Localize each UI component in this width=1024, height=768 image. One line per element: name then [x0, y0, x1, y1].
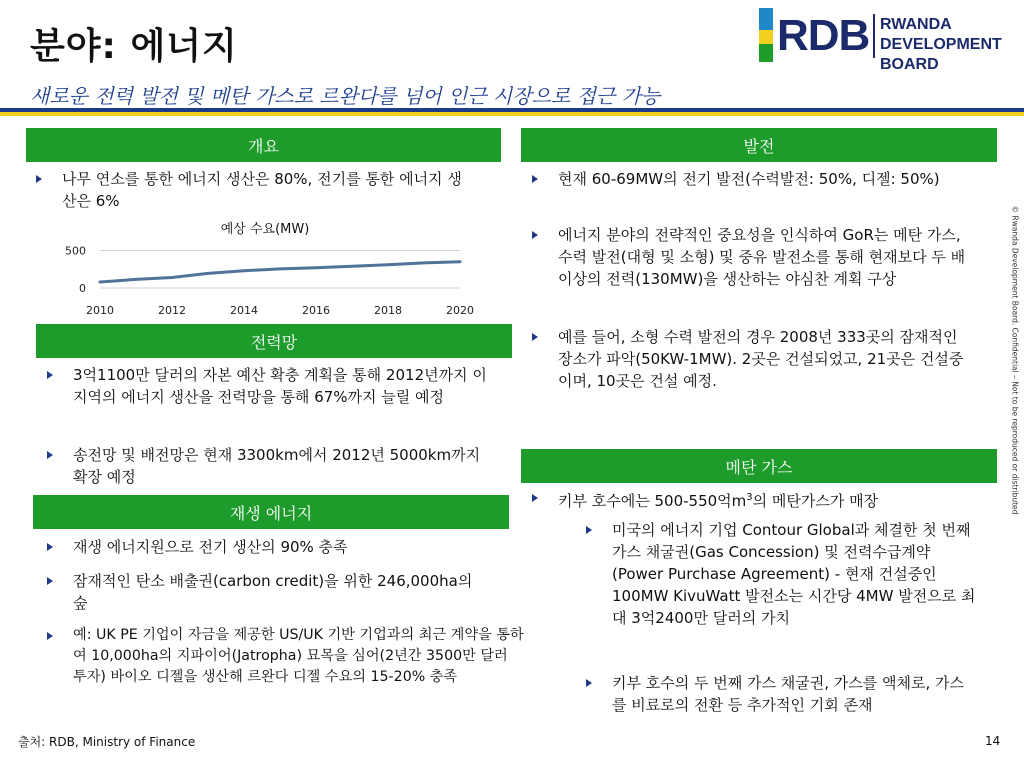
x-tick-label: 2012 [158, 304, 186, 317]
methane-superscript: 3 [746, 492, 753, 503]
confidential-note: © Rwanda Development Board. Confidential – Not to be reproduced or distributed [1010, 205, 1020, 515]
bullet-arrow-icon [47, 632, 53, 640]
renewable-bullet-2: 잠재적인 탄소 배출권(carbon credit)을 위한 246,000ha의 숲 [47, 570, 487, 614]
bullet-arrow-icon [47, 371, 53, 379]
methane-subbullet-2: 키부 호수의 두 번째 가스 채굴권, 가스를 액체로, 가스를 비료로의 전환 등 추가적인 기회 존재 [586, 672, 976, 716]
bullet-arrow-icon [36, 175, 42, 183]
grid-header: 전력망 [36, 324, 512, 358]
methane-header: 메탄 가스 [521, 449, 997, 483]
grid-bullet-1: 3억1100만 달러의 자본 예산 확충 계획을 통해 2012년까지 이 지역의 에너지 생산을 전력망을 통해 67%까지 늘릴 예정 [47, 364, 492, 408]
demand-line-chart [60, 238, 474, 320]
x-tick-label: 2016 [302, 304, 330, 317]
logo-name-line2: DEVELOPMENT BOARD [880, 36, 1002, 73]
series-line [100, 262, 460, 282]
grid-bullet-2: 송전망 및 배전망은 현재 3300km에서 2012년 5000km까지 확장 예정 [47, 444, 492, 488]
y-tick-label: 0 [79, 282, 86, 295]
source-note: 출처: RDB, Ministry of Finance [18, 735, 196, 749]
methane-text-a: 키부 호수에는 500-550억m [558, 492, 747, 510]
overview-bullet-1: 나무 연소를 통한 에너지 생산은 80%, 전기를 통한 에너지 생산은 6% [36, 168, 476, 212]
y-tick-label: 500 [65, 244, 86, 258]
methane-bullet-1 [532, 487, 992, 512]
methane-text-b: 의 메탄가스가 매장 [752, 492, 879, 510]
logo-name [880, 15, 1009, 75]
logo-name-line1: RWANDA [880, 16, 952, 33]
generation-bullet-2: 에너지 분야의 전략적인 중요성을 인식하여 GoR는 메탄 가스, 수력 발전(대형 및 소형) 및 중유 발전소를 통해 현재보다 두 배 이상의 전력(130MW)을 생산하는 야심찬 계획 구상 [532, 224, 972, 290]
methane-subbullet-1: 미국의 에너지 기업 Contour Global과 체결한 첫 번째 가스 채굴권(Gas Concession) 및 전력수급계약(Power Purchase Agreement) - 현재 건설중인 100MW KivuWatt 발전소는 시간당 4MW 발전으로 최대 3억2400만 달러의 가치 [586, 519, 976, 629]
logo-divider [873, 14, 875, 58]
bullet-arrow-icon [586, 526, 592, 534]
bullet-arrow-icon [532, 494, 538, 502]
page-number: 14 [985, 734, 1001, 748]
generation-bullet-3: 예를 들어, 소형 수력 발전의 경우 2008년 333곳의 잠재적인 장소가 파악(50KW-1MW). 2곳은 건설되었고, 21곳은 건설중이며, 10곳은 건설 예정. [532, 326, 972, 392]
bullet-arrow-icon [532, 231, 538, 239]
bullet-arrow-icon [47, 543, 53, 551]
x-tick-label: 2020 [446, 304, 474, 317]
bullet-arrow-icon [47, 577, 53, 585]
renewable-bullet-3: 예: UK PE 기업이 자금을 제공한 US/UK 기반 기업과의 최근 계약을 통하여 10,000ha의 지파이어(Jatropha) 묘목을 심어(2년간 3500만 달러 투자) 바이오 디젤을 생산해 르완다 디젤 수요의 15-20% 충족 [47, 625, 525, 688]
page-title: 분야: 에너지 [30, 26, 238, 67]
renewable-header: 재생 에너지 [33, 495, 509, 529]
header-rule-yellow [0, 112, 1024, 116]
generation-bullet-1: 현재 60-69MW의 전기 발전(수력발전: 50%, 디젤: 50%) [532, 168, 972, 190]
flag-stripes-icon [759, 8, 773, 62]
x-tick-label: 2014 [230, 304, 258, 317]
overview-header: 개요 [26, 128, 501, 162]
generation-header: 발전 [521, 128, 997, 162]
renewable-bullet-1: 재생 에너지원으로 전기 생산의 90% 충족 [47, 536, 517, 558]
logo-mark: RDB [777, 11, 870, 60]
rdb-logo [757, 6, 1009, 73]
x-tick-label: 2018 [374, 304, 402, 317]
bullet-arrow-icon [47, 451, 53, 459]
bullet-arrow-icon [532, 333, 538, 341]
bullet-arrow-icon [532, 175, 538, 183]
x-tick-label: 2010 [86, 304, 114, 317]
page-subtitle: 새로운 전력 발전 및 메탄 가스로 르완다를 넘어 인근 시장으로 접근 가능 [30, 84, 661, 108]
chart-title: 예상 수요(MW) [220, 222, 310, 237]
bullet-arrow-icon [586, 679, 592, 687]
